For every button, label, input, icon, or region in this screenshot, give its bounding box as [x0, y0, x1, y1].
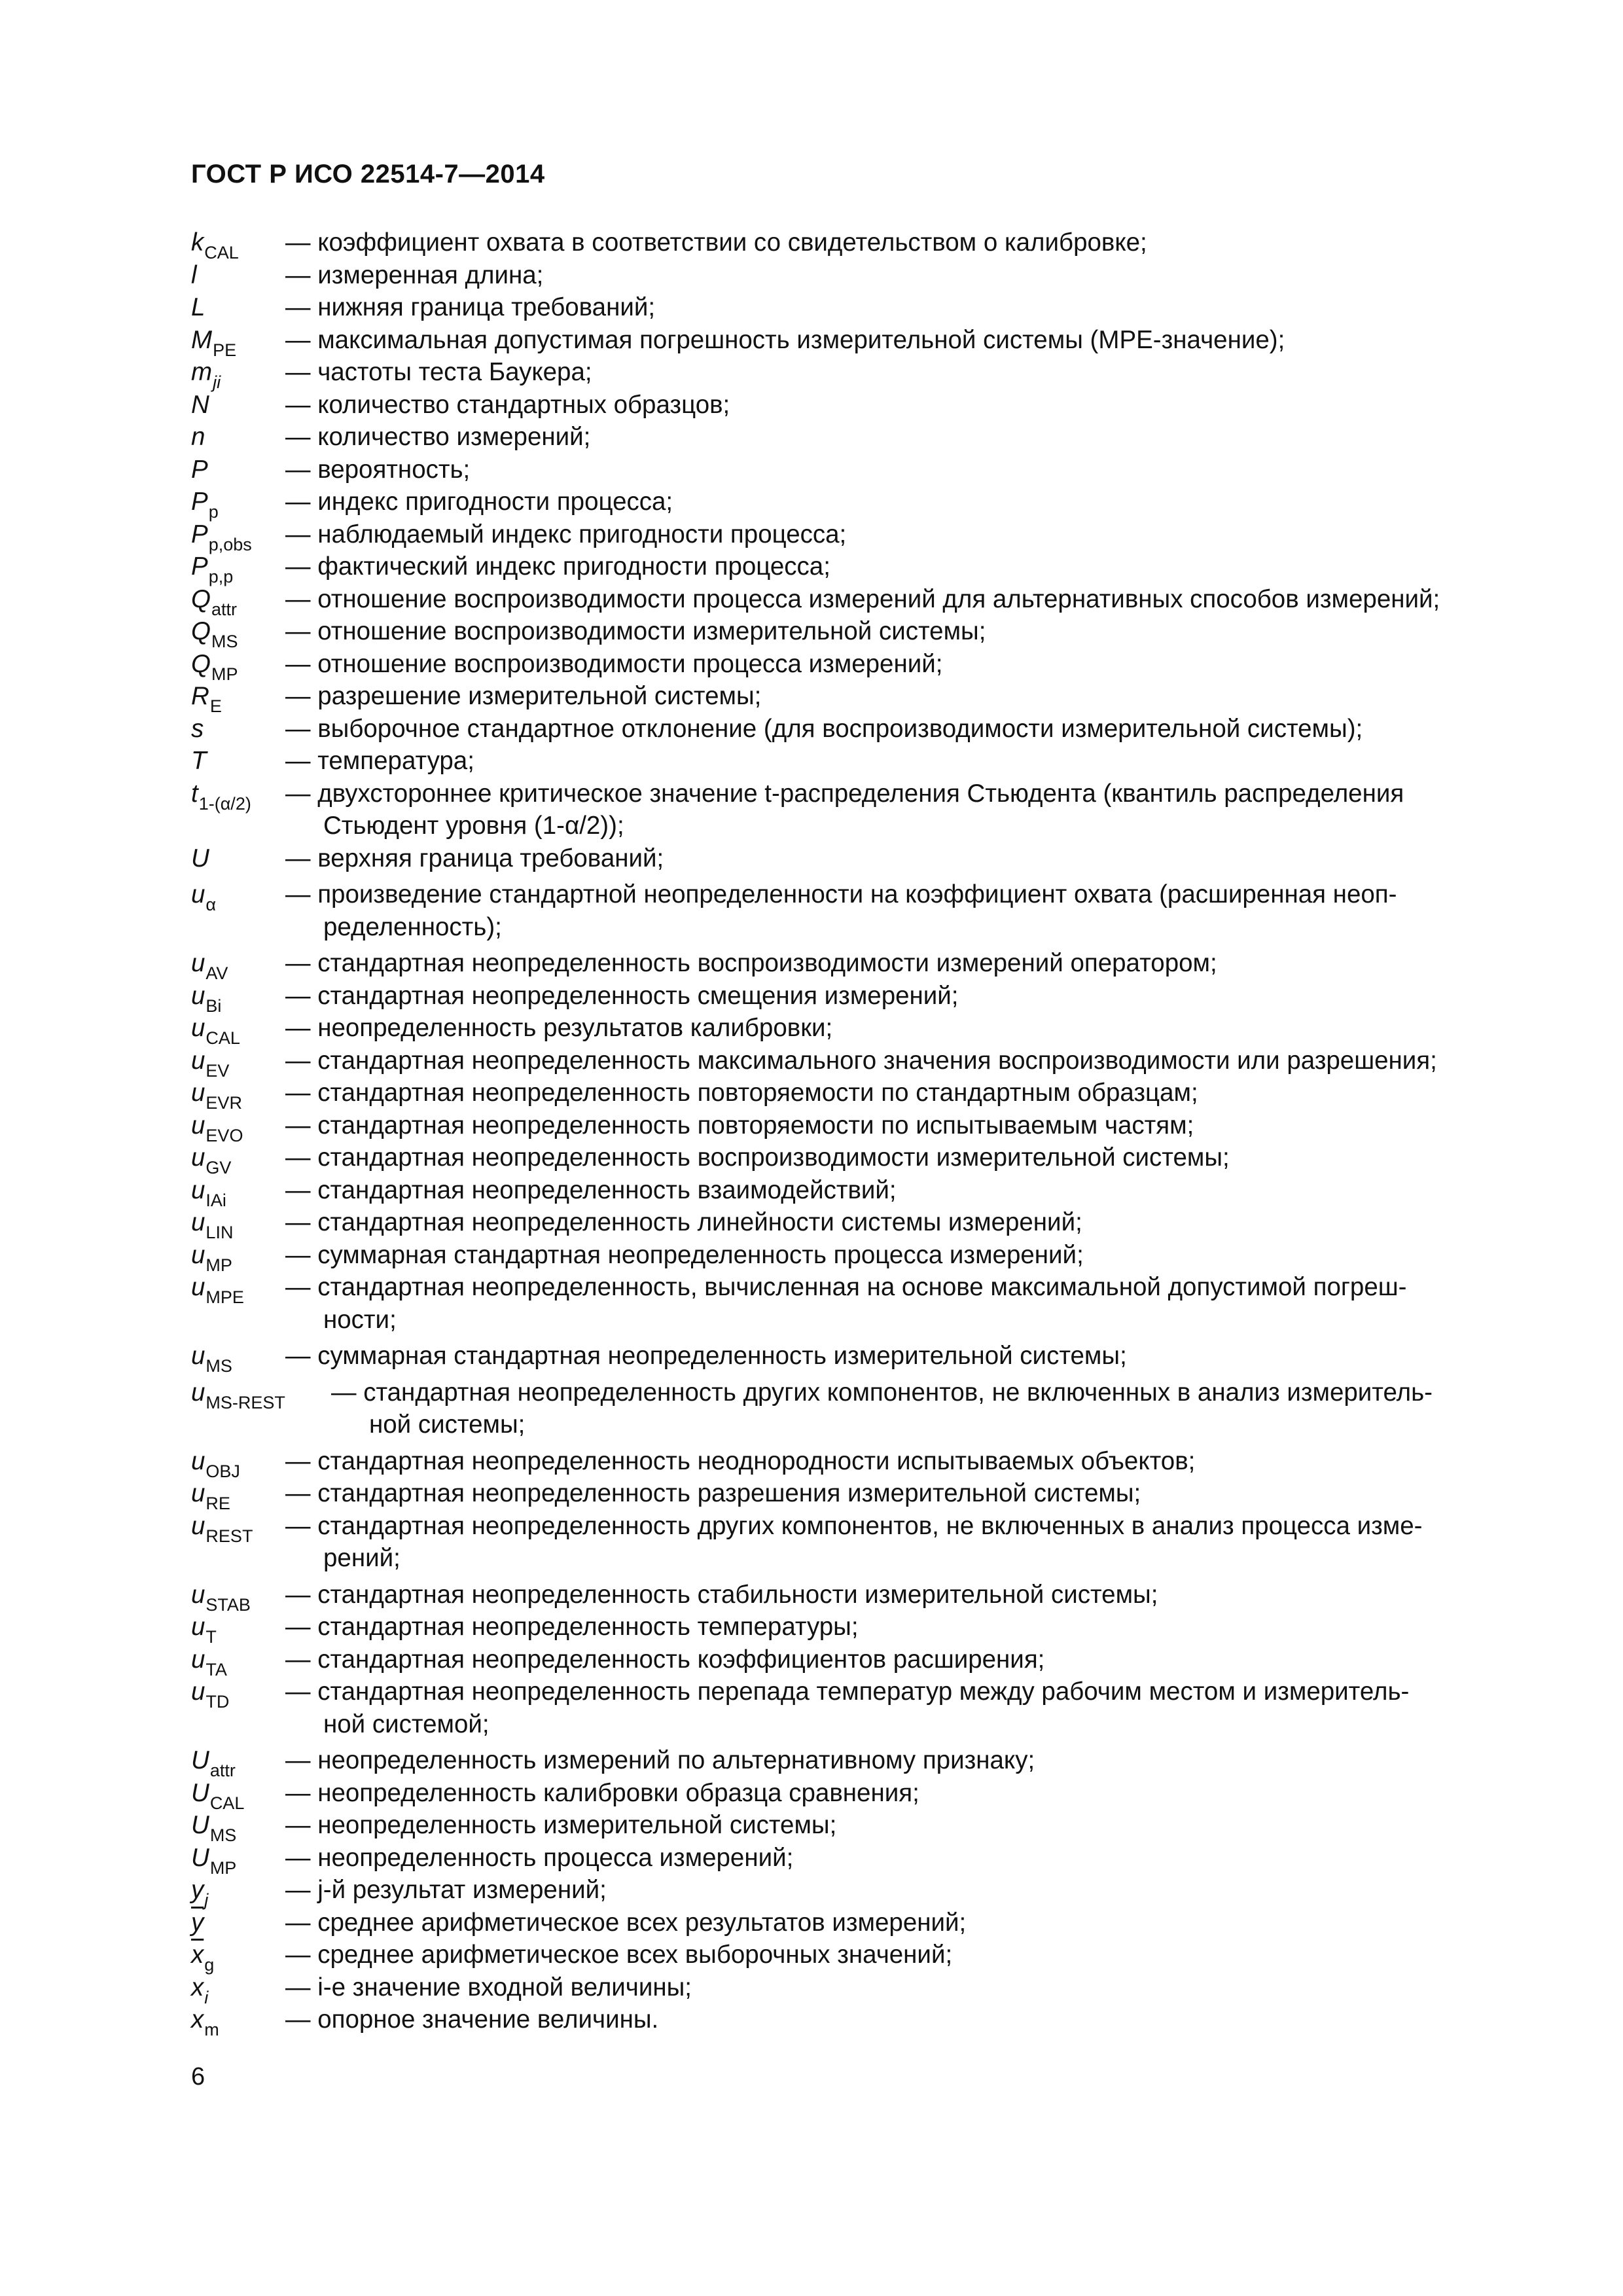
symbol-row [191, 1012, 1500, 1048]
symbol: $u_{Bi}$ [191, 981, 222, 1016]
symbol: $M_{PE}$ [191, 325, 237, 360]
symbol-definition: — фактический индекс пригодности процесса; [285, 552, 830, 581]
symbol-definition: — стандартная неопределенность неоднородности испытываемых объектов; [285, 1446, 1196, 1475]
symbol-row [191, 1643, 1500, 1679]
symbol: U [191, 844, 209, 872]
symbol-row [191, 226, 1500, 262]
symbol-row [191, 1340, 1500, 1376]
symbol-definition: — стандартная неопределенность максимального значения воспроизводимости или разрешения; [285, 1046, 1437, 1075]
symbol-definition: — стандартная неопределенность разрешения измерительной системы; [285, 1479, 1141, 1507]
symbol: $u_{LIN}$ [191, 1208, 234, 1242]
symbol: $\overline{x}_g$ [191, 1941, 215, 1975]
symbol-definition: — стандартная неопределенность стабильности измерительной системы; [285, 1580, 1158, 1609]
symbol: $t_{1-(\alpha/2)}$ [191, 779, 251, 814]
symbol-definition: — стандартная неопределенность повторяемости по испытываемым частям; [285, 1111, 1194, 1139]
symbol-definition: — произведение стандартной неопределенности на коэффициент охвата (расширенная неоп- ределенность); [285, 880, 1397, 941]
symbol-row [191, 745, 1500, 778]
symbol: $u_{RE}$ [191, 1479, 230, 1513]
symbol-row [191, 1077, 1500, 1113]
symbol: $u_{EV}$ [191, 1046, 230, 1081]
symbol-definition: — стандартная неопределенность перепада температур между рабочим местом и измеритель- ной системой; [285, 1677, 1410, 1738]
symbol-row [191, 1842, 1500, 1878]
symbol-definition: — индекс пригодности процесса; [285, 488, 673, 516]
symbol-definition: — среднее арифметическое всех выборочных значений; [285, 1941, 953, 1969]
symbol-row [191, 980, 1500, 1016]
symbol-definition: — стандартная неопределенность смещения измерений; [285, 981, 959, 1010]
symbol-definition: — измеренная длина; [285, 260, 544, 289]
symbol-definition: — неопределенность результатов калибровки; [285, 1014, 833, 1042]
symbol-definition: — стандартная неопределенность коэффициентов расширения; [285, 1645, 1045, 1674]
symbol: $u_{OBJ}$ [191, 1446, 240, 1481]
symbol: $u_{GV}$ [191, 1143, 232, 1177]
symbol: s [191, 714, 204, 743]
symbol-row [191, 947, 1500, 983]
symbol: $R_E$ [191, 682, 222, 716]
symbol: $u_{EVR}$ [191, 1079, 242, 1113]
symbol-definition: — неопределенность процесса измерений; [285, 1843, 794, 1872]
symbol: $u_{REST}$ [191, 1511, 253, 1546]
symbol: $P_p$ [191, 488, 219, 522]
symbol: $u_{MP}$ [191, 1240, 232, 1275]
symbol-row [191, 1874, 1500, 1910]
symbol-row [191, 356, 1500, 392]
symbol: n [191, 423, 205, 451]
symbol-definition: — стандартная неопределенность воспроизводимости измерений оператором; [285, 949, 1217, 977]
symbol-definition: — стандартная неопределенность других компонентов, не включенных в анализ измеритель- ной системы; [331, 1378, 1433, 1439]
symbol: $U_{MP}$ [191, 1843, 237, 1878]
symbol-definition: — стандартная неопределенность взаимодействий; [285, 1175, 897, 1204]
symbol: $P_{p,p}$ [191, 552, 234, 586]
symbol: $\overline{y}$ [191, 1908, 204, 1937]
symbol-definition: — стандартная неопределенность других компонентов, не включенных в анализ процесса изме- рений; [285, 1511, 1423, 1572]
symbol: $u_{TA}$ [191, 1645, 227, 1679]
symbol-row [191, 713, 1500, 745]
symbol-definition: — j-й результат измерений; [285, 1876, 607, 1904]
symbol-definition: — вероятность; [285, 455, 471, 484]
symbol: $U_{attr}$ [191, 1746, 236, 1780]
symbol-row [191, 583, 1500, 619]
symbol: $u_\alpha$ [191, 880, 217, 914]
symbol-definition: — коэффициент охвата в соответствии со свидетельством о калибровке; [285, 228, 1147, 257]
symbol: $U_{CAL}$ [191, 1778, 245, 1813]
symbol-row [191, 1676, 1500, 1740]
symbol-row [191, 2003, 1500, 2039]
symbol: $U_{MS}$ [191, 1811, 237, 1845]
symbol-row [191, 1477, 1500, 1513]
symbol: $u_{MS-REST}$ [191, 1378, 285, 1412]
symbol-row [191, 486, 1500, 522]
symbol-definition: — разрешение измерительной системы; [285, 682, 762, 710]
symbol: $u_{MS}$ [191, 1342, 232, 1376]
symbol-definition: — отношение воспроизводимости процесса измерений; [285, 649, 943, 678]
symbol-row [191, 1445, 1500, 1481]
symbol: T [191, 747, 207, 775]
symbol-definition: — i-е значение входной величины; [285, 1973, 692, 2001]
symbol: $k_{CAL}$ [191, 228, 239, 262]
symbol-definition: — двухстороннее критическое значение t-распределения Стьюдента (квантиль распределения Стьюдент уровня (1-α/2)); [285, 779, 1404, 840]
symbol-row [191, 1174, 1500, 1210]
symbol-row [191, 259, 1500, 292]
symbol: N [191, 390, 209, 419]
symbol-row [191, 1206, 1500, 1242]
symbol-definition: — суммарная стандартная неопределенность процесса измерений; [285, 1240, 1084, 1269]
symbol-row [191, 1376, 1500, 1441]
symbol: $P_{p,obs}$ [191, 520, 252, 554]
symbol-row [191, 878, 1500, 943]
symbol-row [191, 648, 1500, 684]
symbol-row [191, 1579, 1500, 1615]
symbol-row [191, 1971, 1500, 2007]
symbol-row [191, 1510, 1500, 1575]
symbol-row [191, 1109, 1500, 1145]
symbol-definition: — отношение воспроизводимости процесса измерений для альтернативных способов измерений; [285, 584, 1440, 613]
symbol-definition: — стандартная неопределенность повторяемости по стандартным образцам; [285, 1079, 1198, 1107]
symbol-row [191, 1611, 1500, 1647]
symbol-row [191, 324, 1500, 360]
symbol-definition: — стандартная неопределенность температуры; [285, 1613, 859, 1641]
symbol-definition: — суммарная стандартная неопределенность измерительной системы; [285, 1342, 1127, 1370]
symbol: $u_{STAB}$ [191, 1580, 251, 1615]
symbol: $Q_{attr}$ [191, 584, 237, 619]
symbol-definition: — стандартная неопределенность линейности системы измерений; [285, 1208, 1082, 1236]
symbol-row [191, 421, 1500, 454]
symbol-definition: — неопределенность измерительной системы; [285, 1811, 837, 1839]
symbol-definition: — отношение воспроизводимости измерительной системы; [285, 617, 986, 645]
symbol-row [191, 680, 1500, 716]
symbol-row [191, 291, 1500, 324]
symbol-definition: — количество измерений; [285, 423, 591, 451]
document-header: ГОСТ Р ИСО 22514-7—2014 [191, 160, 545, 188]
page-number: 6 [191, 2063, 205, 2090]
symbol-row [191, 1141, 1500, 1177]
symbol-row [191, 615, 1500, 651]
symbol-definition: — наблюдаемый индекс пригодности процесса; [285, 520, 847, 548]
symbol-definition: — частоты теста Баукера; [285, 358, 592, 386]
symbol-definition: — стандартная неопределенность, вычисленная на основе максимальной допустимой погреш- ности; [285, 1273, 1407, 1334]
symbol-definition: — максимальная допустимая погрешность измерительной системы (MPE-значение); [285, 325, 1285, 354]
symbol-definition: — количество стандартных образцов; [285, 390, 730, 419]
symbol-definition: — выборочное стандартное отклонение (для воспроизводимости измерительной системы); [285, 714, 1363, 743]
symbol: $x_m$ [191, 2005, 219, 2039]
symbol-row [191, 1239, 1500, 1275]
symbol: $m_{ji}$ [191, 358, 221, 392]
symbol-row [191, 1271, 1500, 1336]
symbol: $u_{TD}$ [191, 1677, 230, 1712]
symbol: $u_{AV}$ [191, 949, 228, 983]
symbol-row [191, 1939, 1500, 1975]
symbol-definition: — нижняя граница требований; [285, 293, 656, 321]
symbol: $u_{CAL}$ [191, 1014, 240, 1048]
symbol-row [191, 1045, 1500, 1081]
symbol: l [191, 260, 197, 289]
symbol: $u_{MPE}$ [191, 1273, 244, 1307]
symbol-definition: — неопределенность калибровки образца сравнения; [285, 1778, 919, 1807]
symbol-definition: — верхняя граница требований; [285, 844, 664, 872]
symbol: $u_T$ [191, 1613, 217, 1647]
symbol: $x_i$ [191, 1973, 209, 2007]
symbol-definition: — температура; [285, 747, 474, 775]
symbol: P [191, 455, 208, 484]
symbol: $u_{IAi}$ [191, 1175, 226, 1210]
symbol-row [191, 518, 1500, 554]
symbol: L [191, 293, 205, 321]
symbol-row [191, 778, 1500, 842]
symbol-list [191, 226, 1500, 2039]
symbol-row [191, 1809, 1500, 1845]
symbol: $y_j$ [191, 1876, 209, 1910]
symbol: $Q_{MP}$ [191, 649, 238, 684]
symbol-row [191, 842, 1500, 875]
symbol-definition: — неопределенность измерений по альтернативному признаку; [285, 1746, 1035, 1774]
symbol-row [191, 1744, 1500, 1780]
symbol-row [191, 389, 1500, 422]
symbol-definition: — опорное значение величины. [285, 2005, 659, 2034]
symbol-definition: — стандартная неопределенность воспроизводимости измерительной системы; [285, 1143, 1230, 1172]
symbol-row [191, 454, 1500, 486]
symbol-row [191, 1907, 1500, 1939]
symbol-definition: — среднее арифметическое всех результатов измерений; [285, 1908, 967, 1937]
symbol: $Q_{MS}$ [191, 617, 238, 651]
symbol-row [191, 550, 1500, 586]
symbol-row [191, 1777, 1500, 1813]
symbol: $u_{EVO}$ [191, 1111, 243, 1145]
